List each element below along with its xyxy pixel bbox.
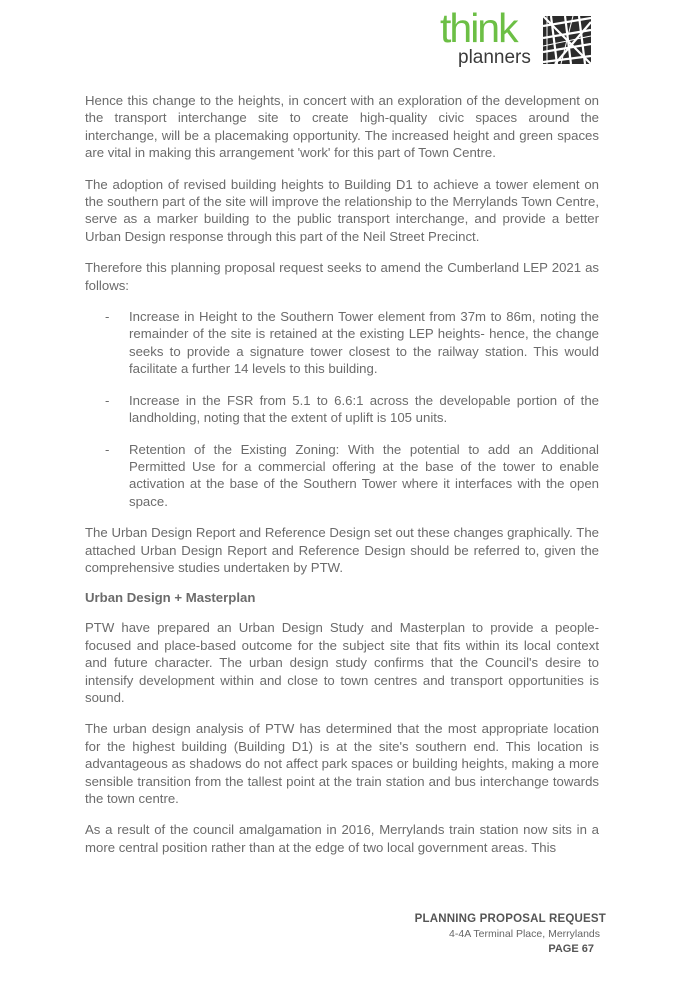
logo-think-text: think xyxy=(440,5,517,51)
list-item-text: Increase in the FSR from 5.1 to 6.6:1 across the developable portion of the landholding, noting that the extent of uplift is 105 units. xyxy=(129,392,599,426)
list-dash: - xyxy=(105,309,110,325)
list-dash: - xyxy=(105,441,110,457)
paragraph-3: Therefore this planning proposal request seeks to amend the Cumberland LEP 2021 as follows: xyxy=(85,260,599,293)
list-item xyxy=(85,308,599,378)
paragraph-5: PTW have prepared an Urban Design Study and Masterplan to provide a people-focused and place-based outcome for the subject site that fits within its local context and future character. The urban design study confirms that the Council's desire to intensify development within and close to town centres and transport opportunities is sound. xyxy=(85,620,599,705)
document-body xyxy=(85,92,599,870)
logo-planners-text: planners xyxy=(458,47,531,68)
list-item-text: Retention of the Existing Zoning: With the potential to add an Additional Permitted Use for a commercial offering at the base of the tower to enable activation at the base of the Southern Tower where it interfaces with the open space. xyxy=(129,441,599,509)
paragraph-6: The urban design analysis of PTW has determined that the most appropriate location for the highest building (Building D1) is at the site's southern end. This location is advantageous as shadows do not affect park spaces or building heights, making a more sensible transition from the tallest point at the train station and bus interchange towards the town centre. xyxy=(85,721,599,806)
page-number: PAGE 67 xyxy=(548,943,594,955)
amendment-list xyxy=(85,308,599,510)
footer-title: PLANNING PROPOSAL REQUEST xyxy=(414,913,606,925)
paragraph-1: Hence this change to the heights, in concert with an exploration of the development on the transport interchange site to create high-quality civic spaces around the interchange, will be a placemaking opportunity. The increased height and green spaces are vital in making this arrangement 'work' for this part of Town Centre. xyxy=(85,93,599,161)
list-item xyxy=(85,441,599,511)
paragraph-4: The Urban Design Report and Reference Design set out these changes graphically. The attached Urban Design Report and Reference Design should be referred to, given the comprehensive studies undertaken by PTW. xyxy=(85,525,599,575)
list-item-text: Increase in Height to the Southern Tower element from 37m to 86m, noting the remainder of the site is retained at the existing LEP heights- hence, the change seeks to provide a signature tower closest to the railway station. This would facilitate a further 14 levels to this building. xyxy=(129,309,599,377)
page-footer xyxy=(414,912,606,957)
paragraph-7: As a result of the council amalgamation in 2016, Merrylands train station now sits in a more central position rather than at the edge of two local government areas. This xyxy=(85,822,599,855)
footer-address: 4-4A Terminal Place, Merrylands xyxy=(449,928,600,940)
section-heading-urban-design: Urban Design + Masterplan xyxy=(85,590,256,606)
paragraph-2: The adoption of revised building heights to Building D1 to achieve a tower element on the southern part of the site will improve the relationship to the Merrylands Town Centre, serve as a marker building to the public transport interchange, and provide a better Urban Design response through this part of the Neil Street Precinct. xyxy=(85,176,599,244)
list-dash: - xyxy=(105,392,110,408)
think-planners-logo xyxy=(440,5,600,70)
list-item xyxy=(85,392,599,427)
street-grid-logo-icon xyxy=(543,16,591,64)
